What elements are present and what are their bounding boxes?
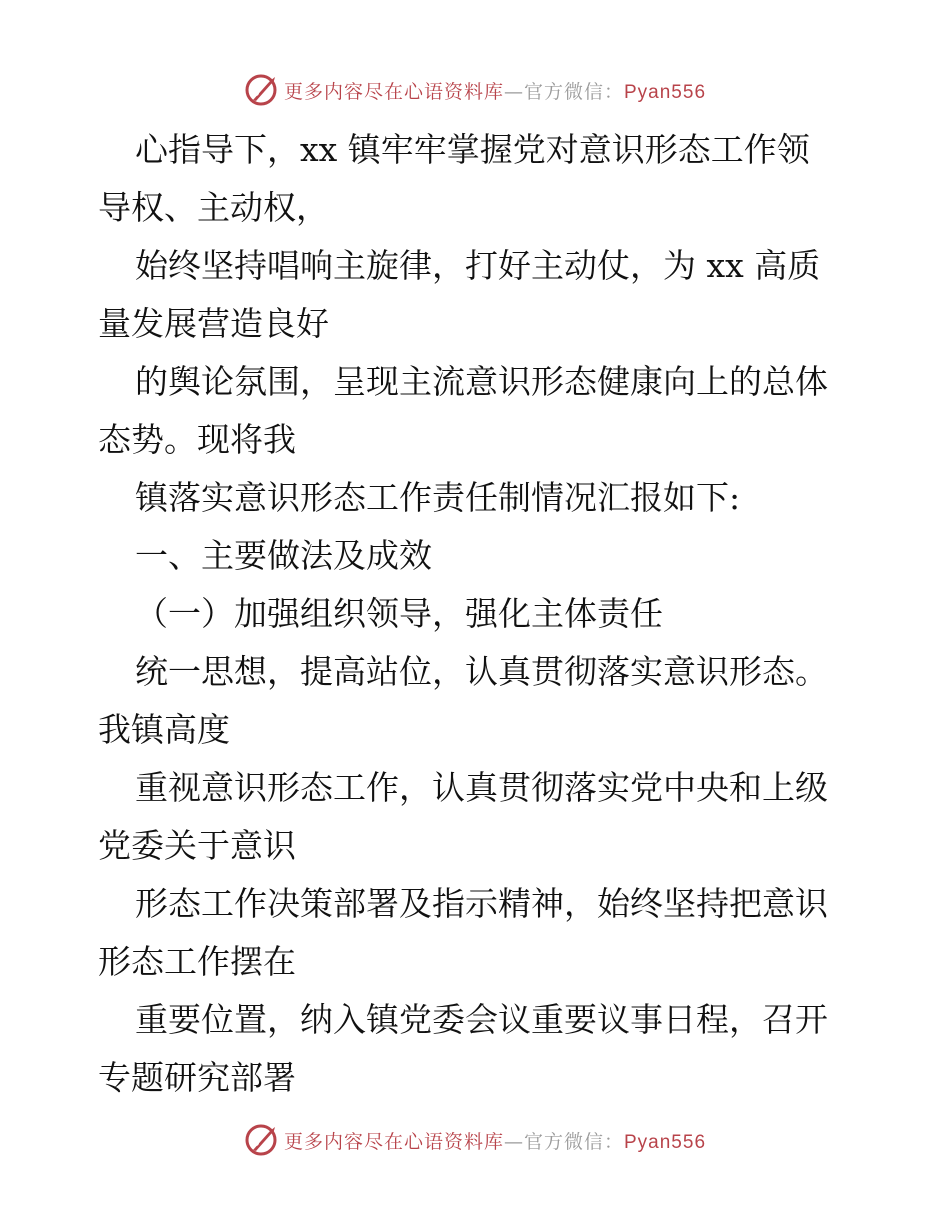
body-line: 导权、主动权， [98, 188, 329, 227]
footer-brand-text [284, 1127, 706, 1154]
footer-account: Pyan556 [624, 1131, 707, 1153]
body-line: 党委关于意识 [98, 826, 296, 865]
footer-brand: 更多内容尽在心语资料库 [283, 1130, 504, 1153]
body-line: 镇落实意识形态工作责任制情况汇报如下: [135, 478, 741, 517]
body-line: 始终坚持唱响主旋律，打好主动仗，为 xx 高质 [135, 246, 821, 285]
footer-dash: — [503, 1130, 524, 1153]
header-dash: — [503, 80, 524, 103]
header-account: Pyan556 [624, 81, 707, 103]
body-line: 统一思想，提高站位，认真贯彻落实意识形态。 [135, 652, 828, 691]
header-brand-text [284, 77, 706, 104]
body-line: 的舆论氛围，呈现主流意识形态健康向上的总体 [135, 362, 828, 401]
body-line: 重视意识形态工作，认真贯彻落实党中央和上级 [135, 768, 828, 807]
footer-contact-label: 官方微信： [523, 1130, 624, 1153]
body-line: 重要位置，纳入镇党委会议重要议事日程，召开 [135, 1000, 828, 1039]
body-line: 态势。现将我 [98, 420, 296, 459]
body-line: 心指导下，xx 镇牢牢掌握党对意识形态工作领 [135, 130, 810, 169]
body-line: 我镇高度 [98, 710, 230, 749]
body-line: （一）加强组织领导，强化主体责任 [135, 594, 663, 633]
header-banner[interactable] [0, 70, 950, 110]
document-body [98, 121, 858, 1107]
body-line: 一、主要做法及成效 [135, 536, 432, 575]
footer-banner[interactable] [0, 1120, 950, 1160]
header-brand: 更多内容尽在心语资料库 [283, 80, 504, 103]
body-line: 形态工作摆在 [98, 942, 296, 981]
body-line: 量发展营造良好 [98, 304, 329, 343]
header-contact-label: 官方微信： [523, 80, 624, 103]
body-line: 专题研究部署 [98, 1058, 296, 1097]
quill-pen-circle-icon [244, 73, 278, 107]
quill-pen-circle-icon [244, 1123, 278, 1157]
body-line: 形态工作决策部署及指示精神，始终坚持把意识 [135, 884, 828, 923]
